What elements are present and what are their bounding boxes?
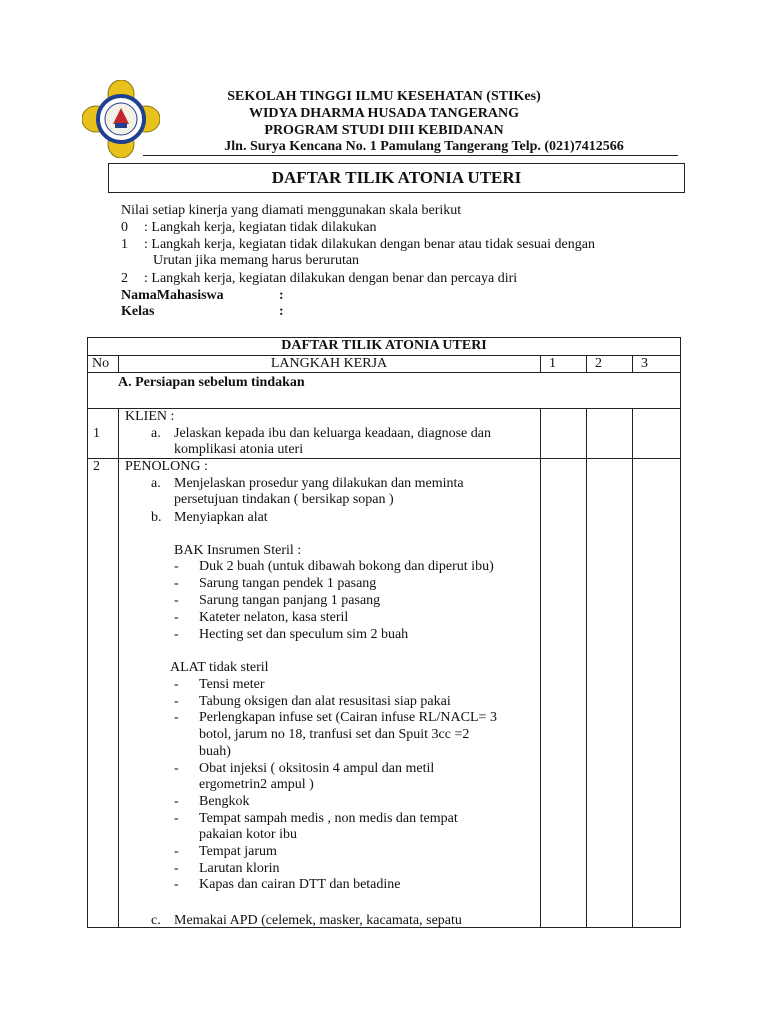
bak-item: Sarung tangan panjang 1 pasang (199, 593, 381, 608)
alat-item: ergometrin2 ampul ) (199, 777, 314, 793)
header-score-3: 3 (641, 356, 648, 371)
bak-item: Duk 2 buah (untuk dibawah bokong dan diperut ibu) (199, 559, 494, 574)
alat-item: Tempat sampah medis , non medis dan tempat (199, 810, 458, 826)
row-2-b-label: b. (151, 510, 162, 525)
bak-title: BAK Insrumen Steril : (174, 543, 302, 558)
header-school-name: SEKOLAH TINGGI ILMU KESEHATAN (STIKes) (227, 89, 541, 104)
scale-text-0: : Langkah kerja, kegiatan tidak dilakukan (144, 220, 377, 235)
alat-item: Larutan klorin (199, 860, 280, 876)
checklist-table (87, 337, 681, 928)
alat-item-dash: - (174, 760, 179, 776)
alat-item: Bengkok (199, 793, 250, 809)
table-line (586, 355, 587, 373)
bak-item-dash: - (174, 576, 179, 591)
row-2-a-text: Menjelaskan prosedur yang dilakukan dan meminta (174, 476, 464, 491)
header-score-2: 2 (595, 356, 602, 371)
table-line (88, 408, 680, 409)
row-2-c-text: Memakai APD (celemek, masker, kacamata, sepatu (174, 913, 462, 928)
header-address: Jln. Surya Kencana No. 1 Pamulang Tangerang Telp. (021)7412566 (224, 139, 624, 154)
header-institution: WIDYA DHARMA HUSADA TANGERANG (248, 106, 520, 121)
table-line (540, 355, 541, 373)
section-a-title: A. Persiapan sebelum tindakan (118, 375, 305, 390)
alat-item: Tensi meter (199, 677, 265, 692)
row-2-c-label: c. (151, 913, 161, 928)
alat-item-dash: - (174, 677, 179, 692)
header-score-1: 1 (549, 356, 556, 371)
row-2-a-label: a. (151, 476, 161, 491)
scale-intro: Nilai setiap kinerja yang diamati menggunakan skala berikut (121, 203, 462, 218)
student-name-label: NamaMahasiswa (121, 288, 224, 303)
scale-num-0: 0 (121, 220, 128, 235)
row-2-a-text-cont: persetujuan tindakan ( bersikap sopan ) (174, 492, 394, 507)
student-name-colon: : (279, 288, 284, 303)
alat-item: buah) (199, 743, 231, 759)
alat-item: Kapas dan cairan DTT dan betadine (199, 877, 401, 893)
alat-item-dash: - (174, 693, 179, 709)
scale-num-1: 1 (121, 237, 128, 252)
alat-item-dash: - (174, 710, 179, 726)
header-step: LANGKAH KERJA (270, 356, 388, 371)
row-2-no: 2 (93, 459, 100, 474)
row-1-no: 1 (93, 426, 100, 441)
student-class-colon: : (279, 304, 284, 319)
bak-item: Sarung tangan pendek 1 pasang (199, 576, 377, 591)
table-line (586, 408, 587, 927)
alat-item: Tempat jarum (199, 844, 277, 859)
header-program: PROGRAM STUDI DIII KEBIDANAN (264, 123, 504, 138)
alat-item-dash: - (174, 810, 179, 826)
row-2-b-text: Menyiapkan alat (174, 510, 268, 525)
bak-item-dash: - (174, 610, 179, 625)
bak-item: Hecting set dan speculum sim 2 buah (199, 627, 409, 642)
row-1-a-label: a. (151, 426, 161, 441)
alat-item-dash: - (174, 860, 179, 876)
row-1-heading: KLIEN : (125, 409, 175, 424)
row-2-heading: PENOLONG : (125, 459, 208, 474)
scale-text-1: : Langkah kerja, kegiatan tidak dilakukan dengan benar atau tidak sesuai dengan (144, 237, 595, 252)
student-class-label: Kelas (121, 304, 155, 319)
table-line (632, 408, 633, 927)
row-1-a-text: Jelaskan kepada ibu dan keluarga keadaan, diagnose dan (174, 426, 491, 441)
alat-item: pakaian kotor ibu (199, 827, 297, 843)
alat-item: Obat injeksi ( oksitosin 4 ampul dan metil (199, 760, 435, 776)
scale-num-2: 2 (121, 271, 128, 286)
bak-item-dash: - (174, 627, 179, 642)
bak-item-dash: - (174, 593, 179, 608)
header-no: No (92, 356, 110, 371)
table-caption: DAFTAR TILIK ATONIA UTERI (281, 338, 487, 353)
alat-item-dash: - (174, 877, 179, 893)
document-title: DAFTAR TILIK ATONIA UTERI (108, 163, 685, 193)
table-line (632, 355, 633, 373)
table-line (540, 408, 541, 927)
alat-item: Perlengkapan infuse set (Cairan infuse RL/NACL= 3 (199, 710, 497, 726)
alat-item: botol, jarum no 18, tranfusi set dan Spuit 3cc =2 (199, 727, 470, 743)
scale-text-2: : Langkah kerja, kegiatan dilakukan dengan benar dan percaya diri (144, 271, 518, 286)
alat-item-dash: - (174, 793, 179, 809)
row-1-a-text-cont: komplikasi atonia uteri (174, 442, 304, 457)
alat-title: ALAT tidak steril (170, 660, 269, 675)
bak-item-dash: - (174, 559, 179, 574)
scale-text-1-cont: Urutan jika memang harus berurutan (153, 253, 360, 268)
alat-item-dash: - (174, 844, 179, 859)
alat-item: Tabung oksigen dan alat resusitasi siap pakai (199, 693, 451, 709)
header-divider (143, 155, 678, 156)
bak-item: Kateter nelaton, kasa steril (199, 610, 349, 625)
table-line (118, 408, 119, 927)
